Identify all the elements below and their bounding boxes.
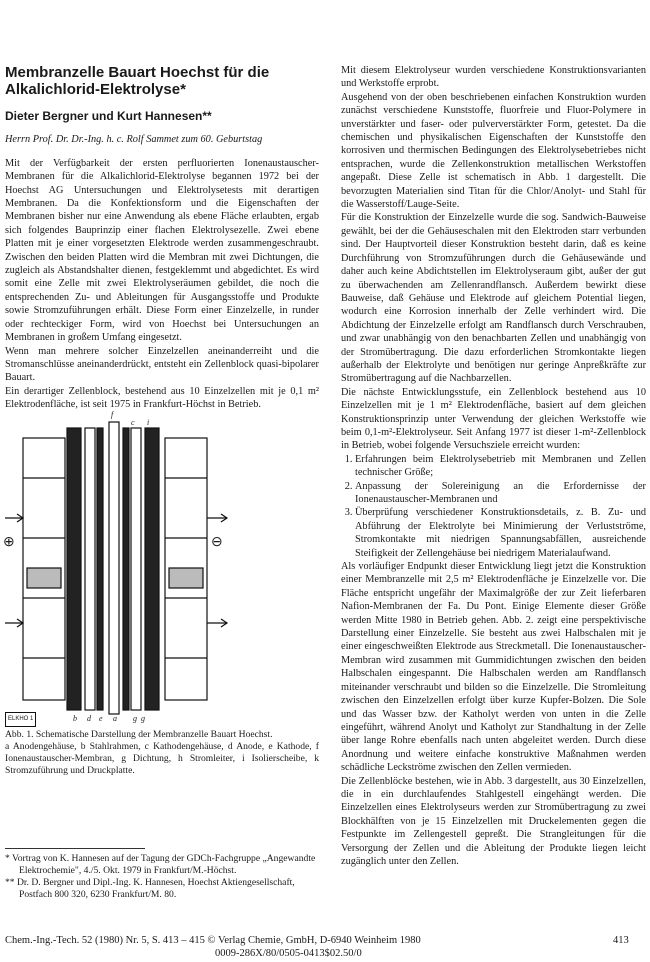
figure-tag: ELKHO 1	[5, 712, 36, 727]
journal-citation: Chem.-Ing.-Tech. 52 (1980) Nr. 5, S. 413 – 415 © Verlag Chemie, GmbH, D-6940 Weinheim 1980	[5, 935, 421, 946]
figure-label-a: a	[113, 713, 117, 723]
caption-title: Abb. 1. Schematische Darstellung der Membranzelle Bauart Hoechst.	[5, 728, 273, 740]
figure-label-i: i	[147, 417, 150, 427]
dedication: Herrn Prof. Dr. Dr.-Ing. h. c. Rolf Sammet zum 60. Geburtstag	[5, 134, 263, 146]
right-paragraph-2: Ausgehend von der oben beschriebenen einfachen Konstruktion wurden zunächst verschiedene Kunststoffe, fluorfreie und Fluor-Polymere in unverstärkter und faser- oder pulververstärkter Form, getestet. Da die chemischen und physikalischen Eigenschaften der Kunststoffe den korrosiven und thermischen Bedingungen des Elektrolysebetriebes nicht entsprachen, wurde die Zellenkonstruktion metallischen Werkstoffen angepaßt. Diese Zelle ist schematisch in Abb. 1 dargestellt. Die bevorzugten Materialien sind Titan für die Chlor/Anolyt- und Stahl für die Wasserstoff/Lauge-Seite.	[341, 91, 646, 211]
list-item: 3. Überprüfung verschiedener Konstruktionsdetails, z. B. Zu- und Abführung der Elektrolyte bei Minimierung der Verlustströme, Stromkontakte mit niedrigen Spannungsabfällen, ausreichende Steifigkeit der Zellengehäuse bei niedrigem Materialaufwand.	[355, 506, 646, 560]
right-paragraph-6: Die Zellenblöcke bestehen, wie in Abb. 3 dargestellt, aus 30 Einzelzellen, die in ein durchlaufendes Stahlgestell eingehängt werden. Die Einzelzellen eines Elektrolyseurs werden zur Stromübertragung zu zwei Blockhälften von je 15 Einzelzellen mit Druckelementen gegen die Festpunkte im Zellengestell gepreßt. Die Strangleitungen für die Versorgung der Zellen und die Ableitung der Produkte liegen leicht zugänglich unter den Zellen.	[341, 775, 646, 867]
cell-schematic-drawing	[5, 418, 255, 723]
figure-label-g2: g	[141, 713, 145, 723]
issn-code: 0009-286X/80/0505-0413$02.50/0	[215, 948, 362, 959]
page-footer	[5, 934, 650, 959]
left-column	[5, 64, 319, 777]
footnote-rule	[5, 848, 145, 849]
caption-legend: a Anodengehäuse, b Stahlrahmen, c Kathodengehäuse, d Anode, e Kathode, f Ionenaustauscher-Membran, g Dichtung, h Stromleiter, i Isolierscheibe, k Stromzuführung und Druckplatte.	[5, 740, 319, 776]
figure-1	[3, 409, 255, 723]
figure-label-f: f	[111, 409, 114, 419]
left-paragraph-1: Mit der Verfügbarkeit der ersten perfluorierten Ionenaustauscher-Membranen für die Alkalichlorid-Elektrolyse begannen 1972 bei der Hoechst AG Untersuchungen und Elektrolysetests mit derartigen Membranen. Da die Konfektionsform und die Eigenschaften der Membranen bisher nur eine Anwendung als ebene Fläche erlaubten, ergab sich folgendes Bauprinzip einer flachen Elektrolysezelle. Zwei ebene Platten mit je einer vorgesetzten Elektrode werden zusammengeschraubt. Zwischen den beiden Platten wird die Membran mit zwei Dichtungen, die zugleich als Abstandshalter dienen, festgeklemmt und abgedichtet. Es wird somit eine Zelle mit zwei Elektrolyseräumen gebildet, die noch die entsprechenden Zu- und Ableitungen für Ausgangsstoffe und Produkte sowie Stromzuführungen erhält. Diese Form einer Einzelzelle, in runder oder rechteckiger Form, wird von Hoechst bei Untersuchungen an Membranen in großem Umfang eingesetzt.	[5, 157, 319, 344]
plus-terminal-icon: ⊕	[3, 534, 15, 550]
left-paragraph-3: Ein derartiger Zellenblock, bestehend aus 10 Einzelzellen mit je 0,1 m² Elektrodenfläche, ist seit 1975 in Frankfurt-Höchst in Betrieb.	[5, 385, 319, 411]
figure-label-b: b	[73, 713, 77, 723]
figure-label-e: e	[99, 713, 103, 723]
goals-list	[341, 453, 646, 560]
right-paragraph-3: Für die Konstruktion der Einzelzelle wurde die sog. Sandwich-Bauweise gewählt, bei der die Gehäuseschalen mit den Elektroden starr verbunden sind. Der Hauptvorteil dieser Konstruktion besteht darin, daß es keine Durchführung von Stromzuführungen durch die Gehäusewände und daher auch keine Abdichtstellen im Elektrolyseraum gibt, außer der gut zu überwachenden am Zellenrandflansch. Außerdem bewirkt diese Bauweise, daß Gehäuse und Elektrode auf gleichem Potential liegen, wodurch eine Korrosion innerhalb der Zelle verhindert wird. Die Abdichtung der Einzelzelle erfolgt am Randflansch durch Verschrauben, und zwar unabhängig von den benachbarten Zellen und unabhängig von der Stromübertragung. Die dazu erforderlichen Stromkontakte liegen außerhalb der Elektrolyte und benötigen nur geringe Anpreßkräfte zur Stromübertragung auf die Nachbarzellen.	[341, 212, 646, 385]
figure-label-d: d	[87, 713, 91, 723]
page-number: 413	[613, 935, 629, 946]
right-paragraph-1: Mit diesem Elektrolyseur wurden verschiedene Konstruktionsvarianten und Werkstoffe erprobt.	[341, 65, 646, 90]
figure-label-g1: g	[133, 713, 137, 723]
list-item: 1. Erfahrungen beim Elektrolysebetrieb mit Membranen und Zellen technischer Größe;	[355, 453, 646, 480]
right-paragraph-5: Als vorläufiger Endpunkt dieser Entwicklung liegt jetzt die Konstruktion einer Membranzelle mit 2,5 m² Elektrodenfläche je Einzelzelle vor. Die Fläche entspricht ungefähr der Maximalgröße der zur Zeit lieferbaren Nafion-Membranen der Fa. Du Pont. Einige Elemente dieser Größe werden Mitte 1980 in Betrieb gehen. Abb. 2. zeigt eine perspektivische Darstellung einer Einzelzelle. Sie besteht aus zwei Halbschalen mit je einer eingeschweißten Elektrode aus Streckmetall. Die Ionenaustauscher-Membran wird zusammen mit Gummidichtungen zwischen den beiden Halbschalen eingespannt. Die Halbschalen werden am Randflansch miteinander verschraubt und bilden so die Einzelzelle. Die Stromleitung zwischen den Einzelzellen erfolgt über kurze Kupfer-Bolzen. Die Sole und das Wasser bzw. der Katholyt werden von unten in die Zelle eingeführt, während Anolyt und Katholyt zur Standhaltung in der Zelle über lange Rohre ebenfalls nach unten abgeleitet werden. Durch diese Anordnung und weitere einfache konstruktive Maßnahmen werden schädliche Leckströme zwischen den Zellen vermieden.	[341, 561, 646, 774]
minus-terminal-icon: ⊖	[211, 534, 223, 550]
left-paragraph-2: Wenn man mehrere solcher Einzelzellen aneinanderreiht und die Stromanschlüsse aneinanderdrückt, entsteht ein Zellenblock quasi-bipolarer Bauart.	[5, 345, 319, 384]
right-column	[341, 64, 646, 868]
footnote-2: ** Dr. D. Bergner und Dipl.-Ing. K. Hannesen, Hoechst Aktiengesellschaft, Postfach 800 320, 6230 Frankfurt/M. 80.	[5, 877, 295, 900]
figure-label-c: c	[131, 417, 135, 427]
right-paragraph-4: Die nächste Entwicklungsstufe, ein Zellenblock bestehend aus 10 Einzelzellen mit je 1 m² Elektrodenfläche, basiert auf dem gleichen Konstruktionsprinzip unter Verwendung der gleichen Werkstoffe wie beim 0,1-m²-Elektrolyseur. Seit Anfang 1977 ist dieser 1-m²-Zellenblock in Betrieb, wobei folgende Versuchsziele erreicht wurden:	[341, 386, 646, 452]
list-item: 2. Anpassung der Solereinigung an die Erfordernisse der Ionenaustauscher-Membranen und	[355, 480, 646, 507]
footnotes	[5, 848, 319, 901]
footnote-1: * Vortrag von K. Hannesen auf der Tagung der GDCh-Fachgruppe „Angewandte Elektrochemie", 4./5. Okt. 1979 in Frankfurt/M.-Höchst.	[5, 853, 316, 876]
figure-caption	[5, 729, 319, 777]
article-title: Membranzelle Bauart Hoechst für die Alkalichlorid-Elektrolyse*	[5, 64, 270, 98]
article-authors: Dieter Bergner und Kurt Hannesen**	[5, 109, 212, 123]
